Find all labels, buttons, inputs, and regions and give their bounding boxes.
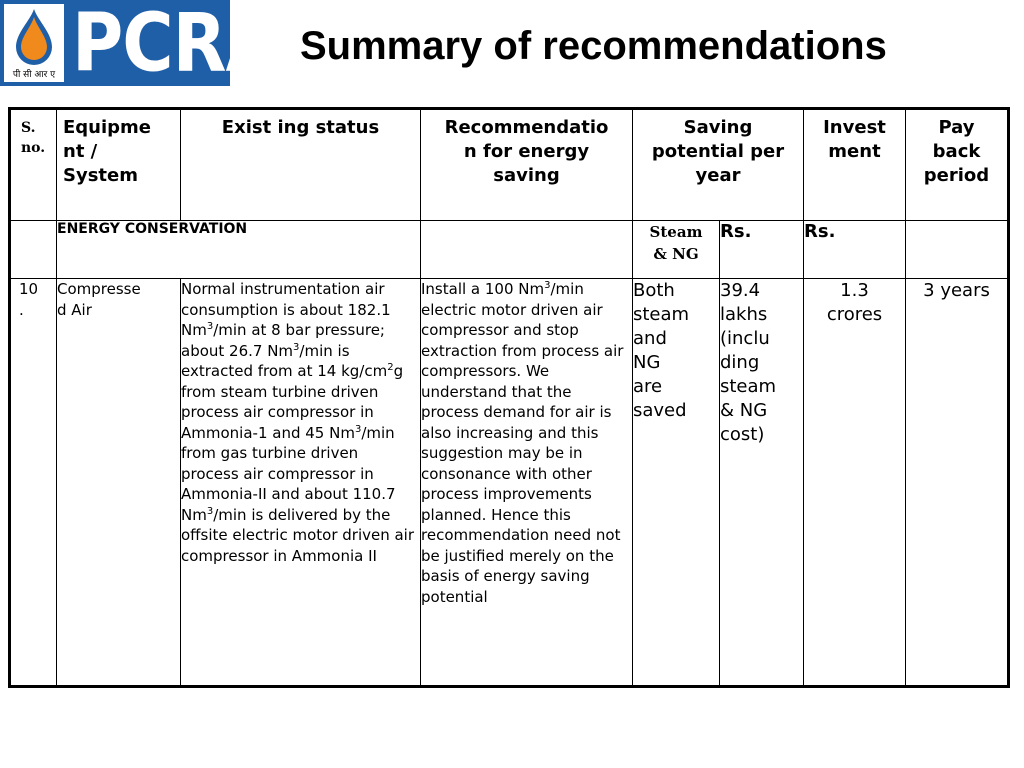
header-sno: S. no. (10, 109, 57, 221)
header-row (10, 109, 1009, 221)
header-equipment: Equipme nt / System (57, 109, 181, 221)
section-steam-ng: Steam & NG (633, 221, 720, 279)
header-investment: Invest ment (804, 109, 906, 221)
row-investment: 1.3 crores (804, 279, 906, 687)
row-saving-value: 39.4 lakhs (inclu ding steam & NG cost) (720, 279, 804, 687)
row-recommendation: Install a 100 Nm$^3$/min electric motor driven air compressor and stop extraction from process air compressors. We understand that the process demand for air is also increasing and this suggestion may be in consonance with other process improvements planned. Hence this recommendation need not be justified merely on the basis of energy saving potential (421, 279, 633, 687)
logo-wordmark: PCRA (72, 0, 279, 91)
section-saving-unit: Rs. (720, 221, 804, 279)
row-equipment: Compresse d Air (57, 279, 181, 687)
row-existing-status: Normal instrumentation air consumption is about 182.1 Nm$^3$/min at 8 bar pressure; about 26.7 Nm$^3$/min is extracted from at 14 $kg/cm^2g$ from steam turbine driven process air compressor in Ammonia-1 and 45 Nm$^3$/min from gas turbine driven process air compressor in Ammonia-II and about 110.7 Nm$^3$/min is delivered by the offsite electric motor driven air compressor in Ammonia II (181, 279, 421, 687)
oil-drop-emblem (2, 2, 66, 84)
slide-title: Summary of recommendations (300, 24, 887, 68)
header-existing-status: Exist ing status (181, 109, 421, 221)
header-payback: Pay back period (906, 109, 1009, 221)
row-payback: 3 years (906, 279, 1009, 687)
header-saving-potential: Saving potential per year (633, 109, 804, 221)
section-energy-conservation: ENERGY CONSERVATION (57, 221, 421, 279)
recommendations-table (8, 107, 1010, 688)
section-sno-cell (10, 221, 57, 279)
row-sno: 10 . (10, 279, 57, 687)
header-recommendation: Recommendatio n for energy saving (421, 109, 633, 221)
section-investment-unit: Rs. (804, 221, 906, 279)
section-recommendation-cell (421, 221, 633, 279)
table-row (10, 279, 1009, 687)
logo-hindi-text: पी सी आर ए (12, 70, 56, 80)
pcra-logo (0, 0, 279, 91)
section-row (10, 221, 1009, 279)
oil-drop-icon (8, 7, 60, 69)
section-payback-cell (906, 221, 1009, 279)
row-saving-type: Both steam and NG are saved (633, 279, 720, 687)
